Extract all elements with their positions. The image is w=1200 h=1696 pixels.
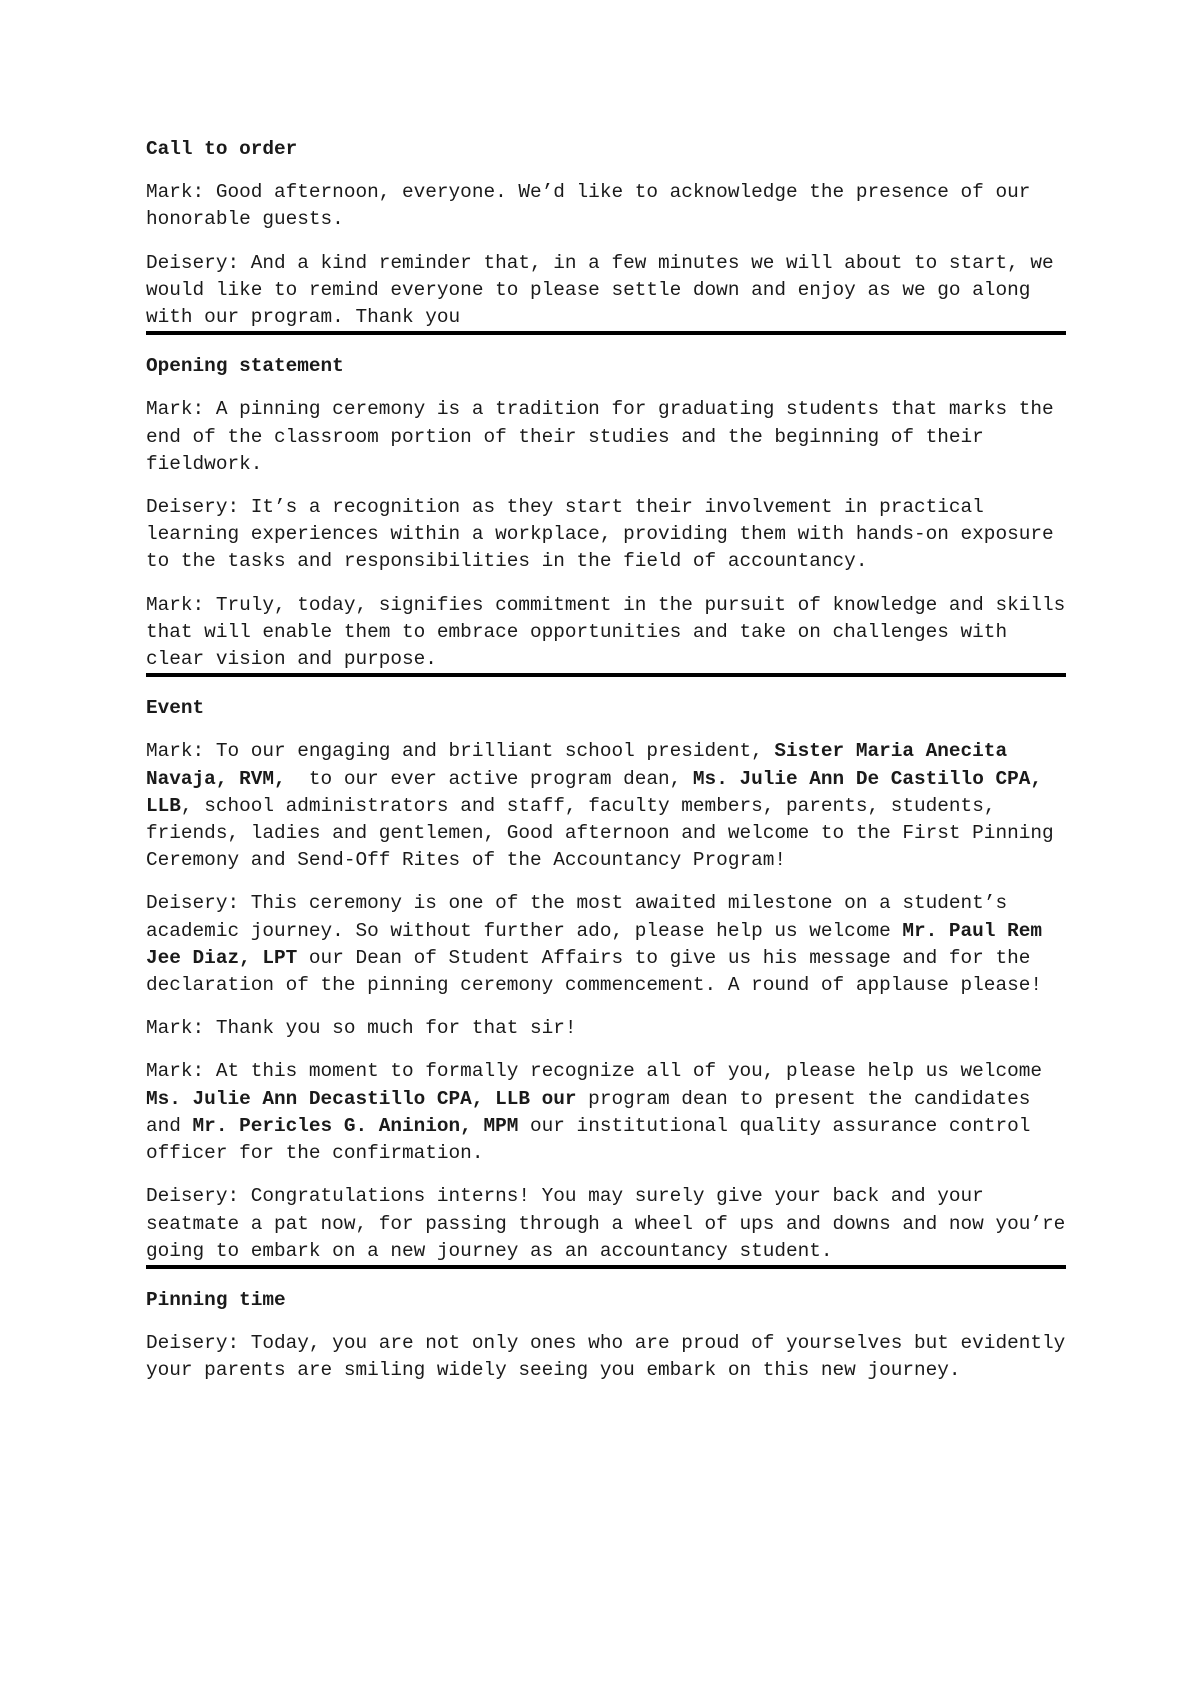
- text-run: Deisery: This ceremony is one of the most awaited milestone on a student’s academic journey. So without further ado, please help us welcome: [146, 892, 1019, 942]
- dialogue-paragraph: [146, 890, 1066, 999]
- honoree-name: Ms. Julie Ann Decastillo CPA, LLB our: [146, 1087, 577, 1110]
- section-heading: Call to order: [146, 138, 298, 160]
- section-opening-statement: [146, 353, 1077, 673]
- text-run: Mark: Truly, today, signifies commitment in the pursuit of knowledge and skills that will enable them to embrace opportunities and take on challenges with clear vision and purpose.: [146, 593, 1077, 671]
- text-run: Mark: Thank you so much for that sir!: [146, 1017, 577, 1040]
- section-divider: [146, 673, 1066, 677]
- dialogue-paragraph: [146, 396, 1066, 478]
- text-run: Deisery: And a kind reminder that, in a few minutes we will about to start, we would like to remind everyone to please settle down and enjoy as we go along with our program. Thank you: [146, 251, 1066, 329]
- dialogue-paragraph: [146, 179, 1066, 233]
- section-divider: [146, 331, 1066, 335]
- text-run: program dean to present the candidates and: [146, 1087, 1043, 1137]
- section-call-to-order: [146, 136, 1066, 331]
- honoree-name: Sister Maria Anecita Navaja, RVM,: [146, 740, 1019, 790]
- dialogue-paragraph: [146, 1330, 1077, 1384]
- section-event: [146, 695, 1077, 1265]
- section-heading: Event: [146, 697, 205, 720]
- honoree-name: Ms. Julie Ann De Castillo CPA, LLB: [146, 767, 1054, 817]
- document-page: [146, 136, 1077, 1385]
- dialogue-paragraph: [146, 738, 1066, 874]
- text-run: Mark: At this moment to formally recognize all of you, please help us welcome: [146, 1060, 1054, 1083]
- dialogue-paragraph: [146, 250, 1066, 332]
- text-run: Mark: To our engaging and brilliant school president,: [146, 740, 775, 763]
- dialogue-paragraph: [146, 1058, 1066, 1167]
- text-run: our Dean of Student Affairs to give us his message and for the declaration of the pinning ceremony commencement. A round of applause please!: [146, 946, 1043, 997]
- section-heading: Pinning time: [146, 1288, 286, 1311]
- text-run: , school administrators and staff, faculty members, parents, students, friends, ladies and gentlemen, Good afternoon and welcome to the First Pinning Ceremony and Send-Off Rites of the Accountancy Program!: [146, 794, 1066, 872]
- dialogue-paragraph: [146, 494, 1066, 576]
- honoree-name: Mr. Pericles G. Aninion, MPM: [192, 1114, 519, 1137]
- section-heading: Opening statement: [146, 355, 344, 378]
- text-run: to our ever active program dean,: [285, 767, 693, 790]
- section-divider: [146, 1265, 1066, 1269]
- text-run: Deisery: Today, you are not only ones who are proud of yourselves but evidently your parents are smiling widely seeing you embark on this new journey.: [146, 1332, 1077, 1382]
- text-run: Deisery: It’s a recognition as they start their involvement in practical learning experiences within a workplace, providing them with hands-on exposure to the tasks and responsibilities in the field of accountancy.: [146, 496, 1066, 573]
- dialogue-paragraph: [146, 1183, 1077, 1265]
- honoree-name: Mr. Paul Rem Jee Diaz, LPT: [146, 919, 1054, 969]
- dialogue-paragraph: [146, 592, 1077, 674]
- text-run: our institutional quality assurance control officer for the confirmation.: [146, 1114, 1043, 1165]
- dialogue-paragraph: [146, 1015, 1066, 1042]
- section-pinning-time: [146, 1287, 1077, 1385]
- text-run: Mark: A pinning ceremony is a tradition for graduating students that marks the end of the classroom portion of their studies and the beginning of their fieldwork.: [146, 398, 1066, 475]
- text-run: Deisery: Congratulations interns! You may surely give your back and your seatmate a pat now, for passing through a wheel of ups and downs and now you’re going to embark on a new journey as an accountancy student.: [146, 1185, 1077, 1262]
- text-run: Mark: Good afternoon, everyone. We’d like to acknowledge the presence of our honorable guests.: [146, 181, 1042, 231]
